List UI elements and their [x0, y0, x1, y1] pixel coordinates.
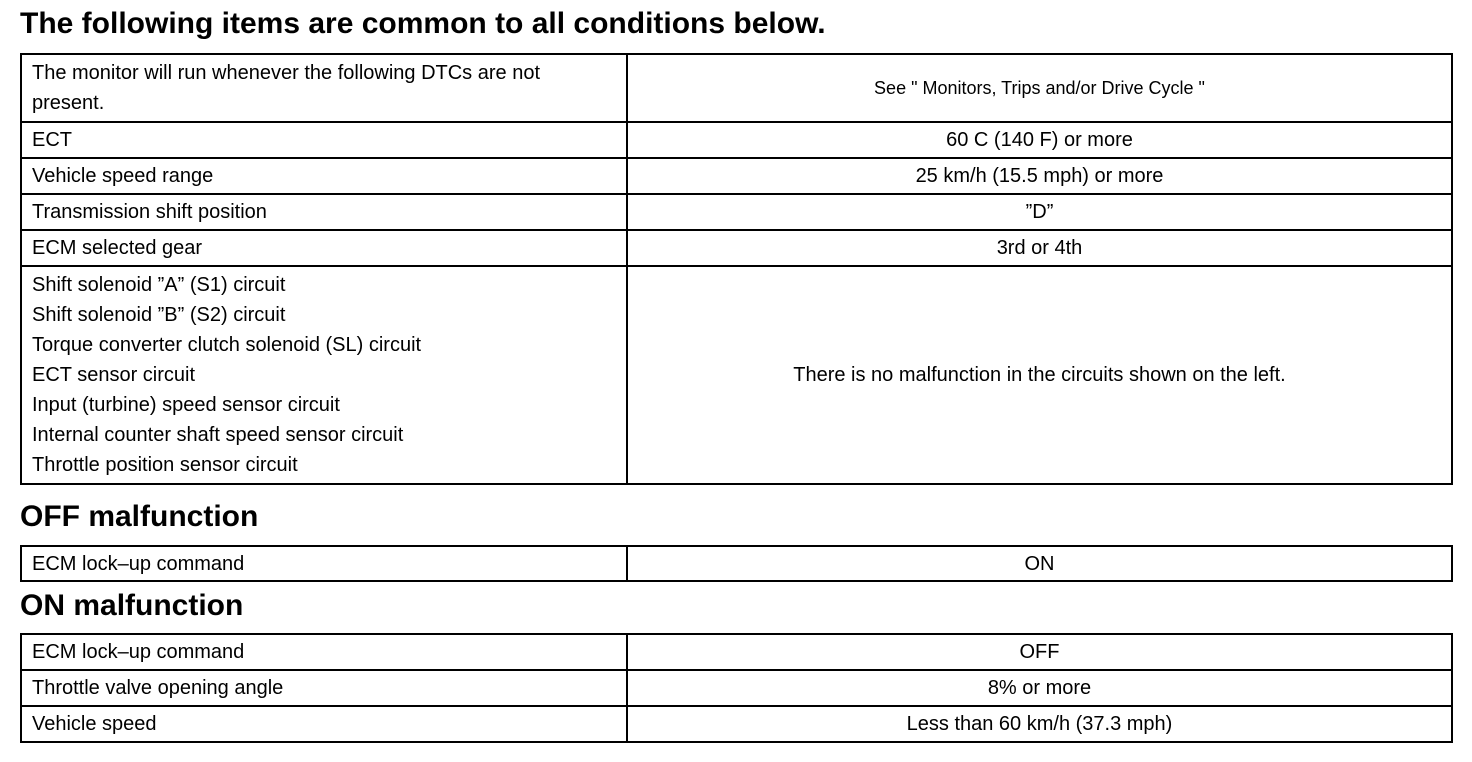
- heading-off-malfunction: OFF malfunction: [20, 500, 259, 533]
- condition-label: Vehicle speed: [21, 706, 627, 742]
- circuit-item: ECT sensor circuit: [32, 364, 196, 386]
- condition-value: 3rd or 4th: [627, 230, 1452, 266]
- circuit-item: Torque converter clutch solenoid (SL) circuit: [32, 334, 422, 356]
- condition-label: ECM lock–up command: [21, 546, 627, 581]
- off-malfunction-table: [20, 545, 1453, 582]
- condition-value: There is no malfunction in the circuits shown on the left.: [627, 266, 1452, 484]
- condition-value: OFF: [627, 634, 1452, 670]
- circuit-list: [21, 266, 627, 484]
- condition-value: 25 km/h (15.5 mph) or more: [627, 158, 1452, 194]
- condition-label: Vehicle speed range: [21, 158, 627, 194]
- table-row: [21, 158, 1452, 194]
- condition-value: 60 C (140 F) or more: [627, 122, 1452, 158]
- condition-label: The monitor will run whenever the following DTCs are not present.: [21, 54, 627, 122]
- circuit-item: Input (turbine) speed sensor circuit: [32, 394, 340, 416]
- table-row: [21, 194, 1452, 230]
- on-malfunction-table: [20, 633, 1453, 743]
- condition-label: ECM lock–up command: [21, 634, 627, 670]
- table-row: [21, 54, 1452, 122]
- condition-value: 8% or more: [627, 670, 1452, 706]
- circuit-item: Shift solenoid ”B” (S2) circuit: [32, 304, 286, 326]
- circuit-item: Shift solenoid ”A” (S1) circuit: [32, 274, 286, 296]
- condition-label: Transmission shift position: [21, 194, 627, 230]
- circuit-item: Throttle position sensor circuit: [32, 454, 298, 476]
- condition-label: ECT: [21, 122, 627, 158]
- condition-value: Less than 60 km/h (37.3 mph): [627, 706, 1452, 742]
- table-row: [21, 634, 1452, 670]
- heading-on-malfunction: ON malfunction: [20, 589, 244, 622]
- heading-common-conditions: The following items are common to all conditions below.: [20, 7, 826, 40]
- condition-label: Throttle valve opening angle: [21, 670, 627, 706]
- condition-label: ECM selected gear: [21, 230, 627, 266]
- table-row: [21, 706, 1452, 742]
- table-row: [21, 230, 1452, 266]
- table-row: [21, 546, 1452, 581]
- table-row: [21, 122, 1452, 158]
- condition-value: ”D”: [627, 194, 1452, 230]
- common-conditions-table: [20, 53, 1453, 485]
- condition-value: See " Monitors, Trips and/or Drive Cycle ": [627, 54, 1452, 122]
- table-row-circuits: [21, 266, 1452, 484]
- circuit-item: Internal counter shaft speed sensor circuit: [32, 424, 404, 446]
- table-row: [21, 670, 1452, 706]
- condition-value: ON: [627, 546, 1452, 581]
